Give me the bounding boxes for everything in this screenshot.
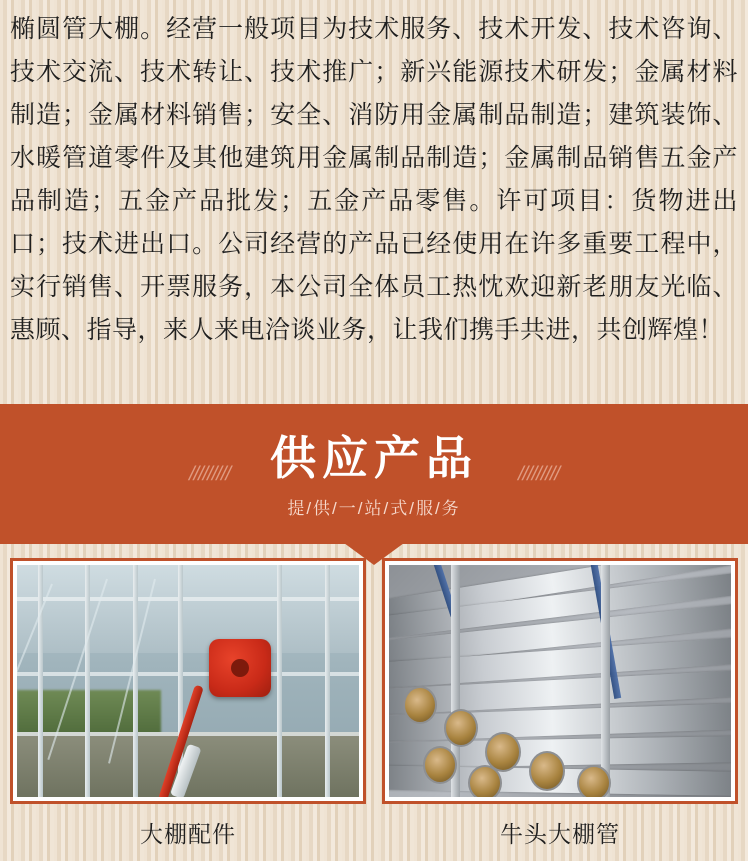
- product-card[interactable]: [382, 558, 738, 861]
- company-description-text: 椭圆管大棚。经营一般项目为技术服务、技术开发、技术咨询、技术交流、技术转让、技术推广；新兴能源技术研发；金属材料制造；金属材料销售；安全、消防用金属制品制造；建筑装饰、水暖管道零件及其他建筑用金属制品制造；金属制品销售五金产品制造；五金产品批发；五金产品零售。许可项目：货物进出口；技术进出口。公司经营的产品已经使用在许多重要工程中，实行销售、开票服务，本公司全体员工热忱欢迎新老朋友光临、惠顾、指导，来人来电洽谈业务，让我们携手共进，共创辉煌！: [10, 15, 738, 344]
- product-image-frame: [382, 558, 738, 804]
- product-image-frame: [10, 558, 366, 804]
- product-card[interactable]: [10, 558, 366, 861]
- product-card-list: [0, 558, 748, 861]
- company-description-block: [0, 0, 748, 352]
- decorative-slashes-left-icon: /////////: [186, 462, 233, 485]
- galvanized-pipe-bundle-photo: [389, 565, 731, 797]
- banner-title: 供应产品: [270, 431, 478, 484]
- product-caption: 牛头大棚管: [500, 821, 620, 847]
- decorative-slashes-right-icon: /////////: [515, 462, 562, 485]
- supply-products-banner: [0, 404, 748, 544]
- product-caption: 大棚配件: [140, 821, 236, 847]
- banner-subtitle: 提/供/一/站/式/服/务: [287, 498, 461, 518]
- greenhouse-crank-photo: [17, 565, 359, 797]
